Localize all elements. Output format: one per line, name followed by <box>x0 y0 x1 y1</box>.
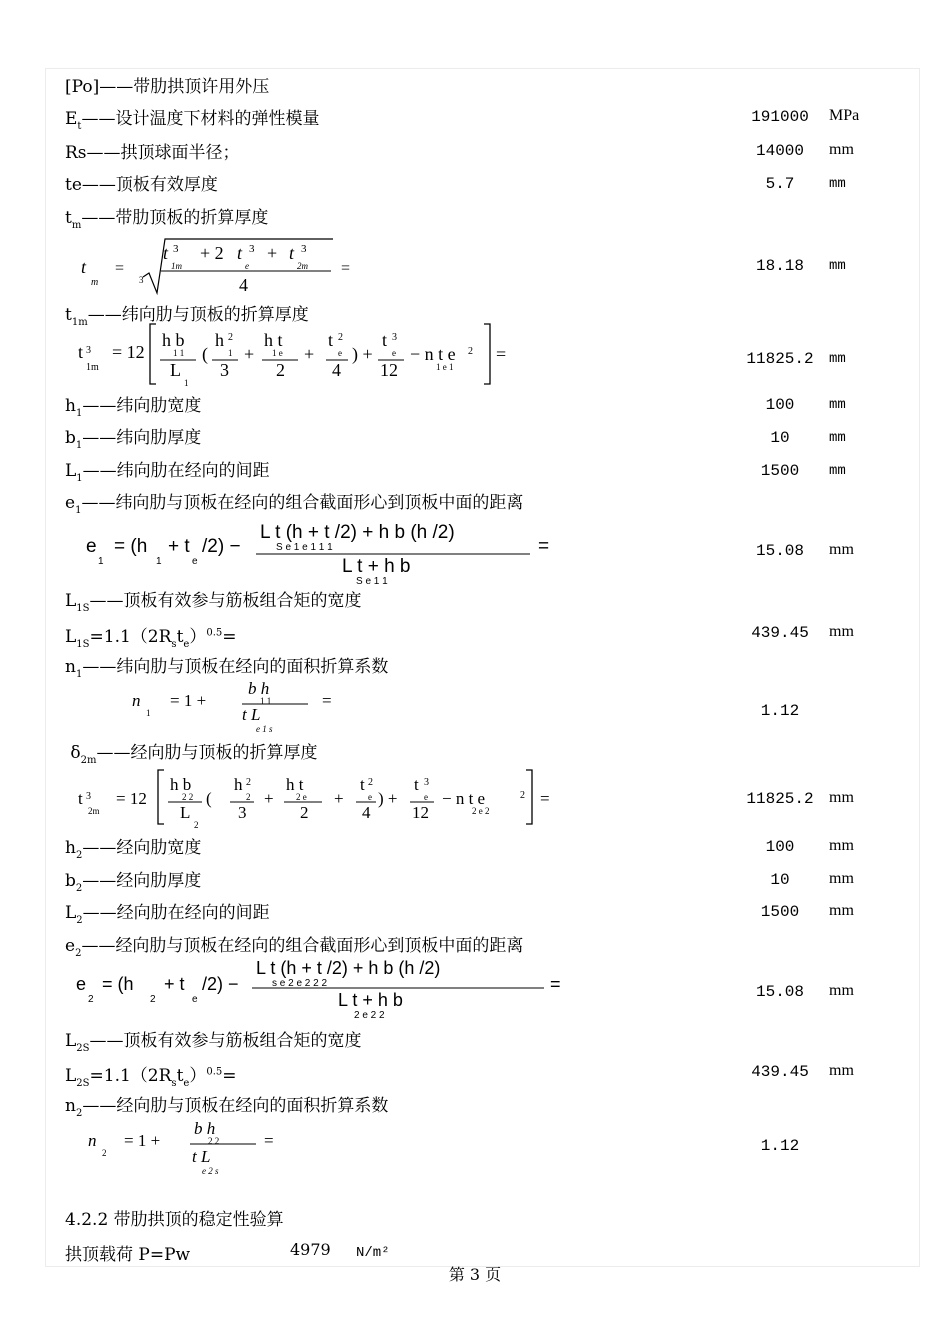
svg-text:2 e 2 2: 2 e 2 2 <box>354 1010 385 1021</box>
equation-tm-formula <box>75 233 395 299</box>
svg-text:1 1: 1 1 <box>260 696 272 706</box>
label-h1: $h_1——$纬向肋宽度 <box>65 396 202 419</box>
unit-t2m: mm <box>829 789 854 806</box>
svg-text:e: e <box>192 994 198 1005</box>
svg-text:3: 3 <box>139 275 144 285</box>
svg-text:1: 1 <box>146 708 151 718</box>
svg-text:+: + <box>267 243 278 263</box>
svg-text:e: e <box>192 556 198 567</box>
svg-text:2 2: 2 2 <box>208 1136 220 1146</box>
value-e1: 15.08 <box>755 542 804 560</box>
svg-text:L t (h + t /2) + h b (h: L t (h + t /2) + h b (h /2) <box>260 522 455 543</box>
svg-text:m: m <box>91 277 99 288</box>
load-unit: N/m² <box>356 1245 390 1261</box>
svg-text:+: + <box>334 789 344 808</box>
label-l1: $L_1——$纬向肋在经向的间距 <box>65 461 270 484</box>
svg-text:1 e: 1 e <box>272 348 283 358</box>
svg-text:12: 12 <box>412 803 429 822</box>
label-l1s: $L_{1S}——$顶板有效参与筋板组合矩的宽度 <box>65 591 362 614</box>
label-b1: $b_1——$纬向肋厚度 <box>65 428 202 451</box>
svg-text:2: 2 <box>194 820 199 828</box>
svg-text:2: 2 <box>300 803 309 822</box>
svg-text:2: 2 <box>246 792 251 802</box>
svg-text:h t: h t <box>264 330 283 350</box>
svg-text:b h: b h <box>194 1119 216 1138</box>
value-l2s: 439.45 <box>751 1063 809 1081</box>
svg-text:s e 2: s e 2 e 2 2 2 <box>272 978 328 989</box>
svg-text:= 1 +: = 1 + <box>124 1131 161 1150</box>
svg-text:=: = <box>115 260 125 277</box>
svg-text:2 e: 2 e <box>296 792 307 802</box>
svg-text:− n t e: − n t e <box>442 789 486 808</box>
label-e1: $e_1——$纬向肋与顶板在经向的组合截面形心到顶板中面的距离 <box>65 493 524 516</box>
svg-text:2: 2 <box>338 332 343 343</box>
svg-text:n: n <box>88 1131 97 1150</box>
svg-text:1m: 1m <box>86 362 99 373</box>
svg-text:=: = <box>341 260 351 277</box>
svg-text:S e 1 e: S e 1 e 1 1 1 <box>276 542 333 553</box>
svg-text:+: + <box>244 344 255 364</box>
svg-text:t: t <box>328 330 334 350</box>
svg-text:1 e 1: 1 e 1 <box>436 362 454 372</box>
equation-e1 <box>80 514 560 586</box>
svg-text:1: 1 <box>156 556 162 567</box>
svg-text:+: + <box>304 344 315 364</box>
svg-text:L t (h + t /2) + h: L t (h + t /2) + h b (h /2) <box>256 958 441 978</box>
svg-text:/2) −: /2) − <box>202 974 239 994</box>
label-h2: $h_2——$经向肋宽度 <box>65 838 202 861</box>
unit-b1: mm <box>829 430 846 446</box>
svg-text:2m: 2m <box>88 806 100 816</box>
svg-text:3: 3 <box>301 243 307 255</box>
svg-text:t: t <box>163 243 169 263</box>
svg-text:S e 1 1: S e 1 1 <box>356 576 388 586</box>
svg-text:t: t <box>382 330 388 350</box>
svg-text:− n t e: − n t e <box>410 344 456 364</box>
label-e2: $e_2——$经向肋与顶板在经向的组合截面形心到顶板中面的距离 <box>65 936 524 959</box>
svg-text:=: = <box>538 536 550 557</box>
label-l2: $L_2——$经向肋在经向的间距 <box>65 903 270 926</box>
svg-text:3: 3 <box>220 360 229 380</box>
svg-text:h b: h b <box>170 775 192 794</box>
label-b2: $b_2——$经向肋厚度 <box>65 871 202 894</box>
value-l1: 1500 <box>760 462 800 480</box>
svg-text:2: 2 <box>520 790 525 801</box>
svg-text:= 12: = 12 <box>112 342 145 362</box>
unit-h2: mm <box>829 837 854 854</box>
unit-l1s: mm <box>829 623 854 640</box>
svg-text:(: ( <box>206 789 212 808</box>
unit-te: mm <box>829 176 846 192</box>
value-rs: 14000 <box>755 142 804 160</box>
svg-text:2: 2 <box>150 994 156 1005</box>
svg-text:3: 3 <box>249 243 255 255</box>
unit-b2: mm <box>829 870 854 887</box>
svg-text:t L: t L <box>242 705 261 724</box>
value-tm: 18.18 <box>755 257 804 275</box>
svg-text:h b: h b <box>162 330 185 350</box>
value-h1: 100 <box>765 396 795 414</box>
equation-e2 <box>72 956 572 1022</box>
svg-text:2: 2 <box>88 994 94 1005</box>
svg-text:1m: 1m <box>171 261 182 271</box>
label-t1m: $t_{1m}——$纬向肋与顶板的折算厚度 <box>65 305 309 328</box>
load-label: 拱顶载荷 P=Pw <box>65 1245 191 1265</box>
svg-text:+: + <box>264 789 274 808</box>
svg-text:) +: ) + <box>352 344 373 364</box>
svg-text:4: 4 <box>362 803 371 822</box>
svg-text:e 2 s: e 2 s <box>202 1166 219 1176</box>
svg-text:2 e 2: 2 e 2 <box>472 806 490 816</box>
label-n1: $n_1——$纬向肋与顶板在经向的面积折算系数 <box>65 657 389 680</box>
unit-e2: mm <box>829 982 854 999</box>
unit-et: MPa <box>829 107 860 124</box>
label-l2s-eq: $L_{2S}=1.1(2R_st_e)^{0.5}=$ <box>65 1066 237 1089</box>
svg-text:2: 2 <box>276 360 285 380</box>
svg-text:t: t <box>237 243 243 263</box>
svg-text:4: 4 <box>332 360 341 380</box>
equation-n1 <box>128 678 368 738</box>
value-t2m: 11825.2 <box>746 790 814 808</box>
label-te: te——顶板有效厚度 <box>65 175 218 195</box>
svg-text:12: 12 <box>380 360 398 380</box>
svg-text:2 2: 2 2 <box>182 792 194 802</box>
svg-text:3: 3 <box>238 803 247 822</box>
load-value: 4979 <box>290 1240 331 1259</box>
svg-text:1 1: 1 1 <box>173 348 185 358</box>
svg-text:2: 2 <box>246 777 251 788</box>
svg-text:e: e <box>245 261 249 271</box>
label-l1s-eq: $L_{1S}=1.1(2R_st_e)^{0.5}=$ <box>65 627 237 650</box>
label-tm: $t_m——$带肋顶板的折算厚度 <box>65 208 269 231</box>
svg-text:= (h: = (h <box>114 536 148 557</box>
svg-text:2: 2 <box>102 1148 107 1158</box>
unit-e1: mm <box>829 541 854 558</box>
equation-n2 <box>84 1116 324 1180</box>
svg-text:e: e <box>338 348 342 358</box>
svg-text:t: t <box>78 342 84 362</box>
label-n2: $n_2——$经向肋与顶板在经向的面积折算系数 <box>65 1096 389 1119</box>
svg-text:3: 3 <box>392 332 397 343</box>
svg-text:4: 4 <box>239 275 248 295</box>
unit-t1m: mm <box>829 351 846 367</box>
label-rs: Rs——拱顶球面半径； <box>65 143 240 163</box>
svg-text:3: 3 <box>424 777 429 788</box>
svg-text:h: h <box>234 775 243 794</box>
svg-text:2: 2 <box>368 777 373 788</box>
svg-text:e: e <box>86 536 97 557</box>
svg-text:1: 1 <box>228 348 233 358</box>
svg-text:L t + h b: L t + h b <box>342 556 411 577</box>
value-n2: 1.12 <box>760 1137 800 1155</box>
svg-text:e 1 s: e 1 s <box>256 724 273 734</box>
unit-rs: mm <box>829 141 854 158</box>
label-et: $E_t——$设计温度下材料的弹性模量 <box>65 109 320 132</box>
label-po: [Po]——带肋拱顶许用外压 <box>65 77 270 97</box>
svg-text:L t + h b: L t + h b <box>338 990 403 1010</box>
page-number: 第 3 页 <box>448 1265 502 1284</box>
section-title: 4.2.2 带肋拱顶的稳定性验算 <box>65 1210 284 1230</box>
svg-text:e: e <box>424 792 428 802</box>
unit-tm: mm <box>829 258 846 274</box>
svg-text:3: 3 <box>86 791 91 802</box>
svg-text:=: = <box>496 344 507 364</box>
value-b2: 10 <box>770 871 790 889</box>
svg-text:+ 2: + 2 <box>200 243 224 263</box>
svg-text:1: 1 <box>98 556 104 567</box>
svg-text:3: 3 <box>86 345 91 356</box>
svg-text:2: 2 <box>228 332 233 343</box>
svg-text:2m: 2m <box>297 261 308 271</box>
svg-text:h: h <box>215 330 224 350</box>
svg-text:=: = <box>550 974 561 994</box>
value-e2: 15.08 <box>755 983 804 1001</box>
svg-text:t L: t L <box>192 1147 211 1166</box>
svg-text:=: = <box>264 1131 274 1150</box>
svg-text:=: = <box>540 789 550 808</box>
value-b1: 10 <box>770 429 790 447</box>
value-et: 191000 <box>751 108 809 126</box>
svg-text:+ t: + t <box>168 536 190 557</box>
svg-text:1: 1 <box>184 378 189 388</box>
svg-text:2: 2 <box>468 346 473 357</box>
unit-h1: mm <box>829 397 846 413</box>
unit-l1: mm <box>829 463 846 479</box>
svg-text:t: t <box>414 775 419 794</box>
equation-t2m <box>72 766 562 828</box>
svg-text:= 12: = 12 <box>116 789 147 808</box>
svg-text:/2) −: /2) − <box>202 536 241 557</box>
svg-text:t: t <box>289 243 295 263</box>
svg-text:= (h: = (h <box>102 974 134 994</box>
label-l2s: $L_{2S}——$顶板有效参与筋板组合矩的宽度 <box>65 1031 362 1054</box>
svg-text:L: L <box>170 360 181 380</box>
svg-text:t: t <box>78 789 83 808</box>
unit-l2s: mm <box>829 1062 854 1079</box>
svg-text:b h: b h <box>248 679 270 698</box>
svg-text:= 1 +: = 1 + <box>170 691 207 710</box>
svg-text:+ t: + t <box>164 974 185 994</box>
unit-l2: mm <box>829 902 854 919</box>
svg-text:3: 3 <box>173 243 179 255</box>
svg-text:t: t <box>360 775 365 794</box>
svg-text:=: = <box>322 691 332 710</box>
svg-text:e: e <box>392 348 396 358</box>
value-l2: 1500 <box>760 903 800 921</box>
value-te: 5.7 <box>765 175 795 193</box>
equation-t1m <box>72 320 532 392</box>
value-l1s: 439.45 <box>751 624 809 642</box>
svg-text:t: t <box>81 257 87 277</box>
svg-text:n: n <box>132 691 141 710</box>
label-d2m: $\delta_{2m}——$经向肋与顶板的折算厚度 <box>70 743 318 766</box>
value-t1m: 11825.2 <box>746 350 814 368</box>
svg-text:(: ( <box>202 344 208 364</box>
svg-text:) +: ) + <box>378 789 398 808</box>
svg-text:e: e <box>368 792 372 802</box>
svg-text:h t: h t <box>286 775 304 794</box>
value-h2: 100 <box>765 838 795 856</box>
svg-text:e: e <box>76 974 87 994</box>
svg-text:L: L <box>180 803 191 822</box>
value-n1: 1.12 <box>760 702 800 720</box>
